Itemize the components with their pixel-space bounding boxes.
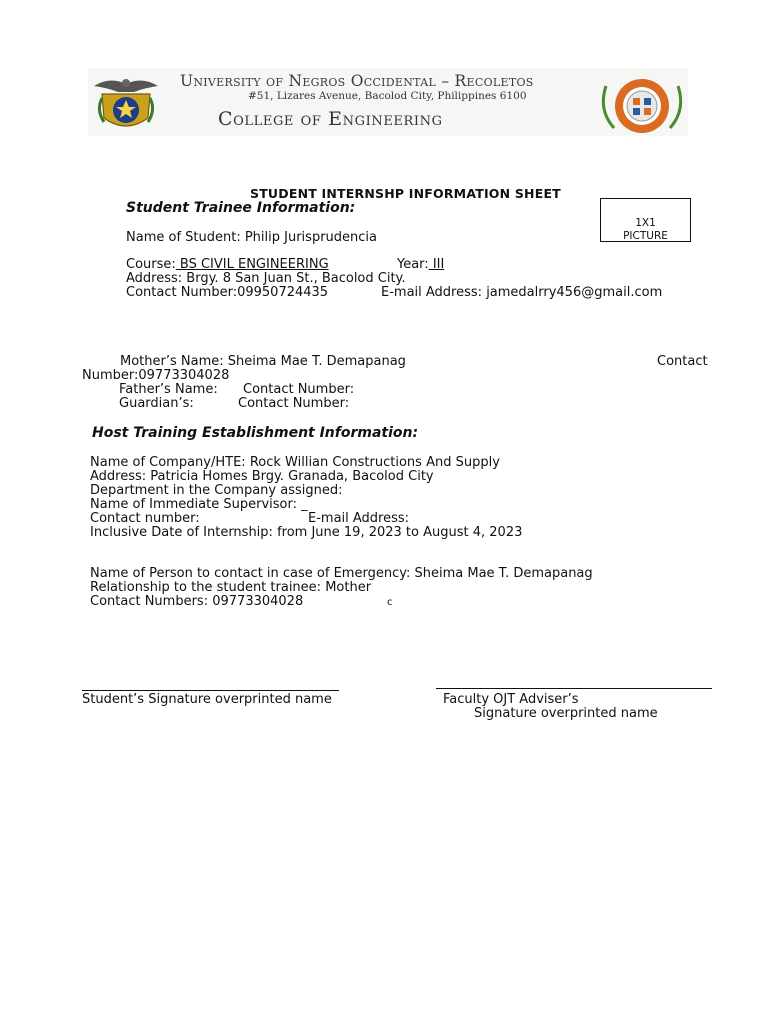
mother-contact-value: 09773304028 (138, 368, 230, 383)
adviser-signature-label-2: Signature overprinted name (474, 706, 658, 721)
supervisor-label: Name of Immediate Supervisor: (90, 497, 297, 512)
emergency-person-row (90, 567, 593, 581)
stray-mark: c (387, 597, 393, 608)
relationship-value: Mother (325, 580, 372, 595)
student-address-row (126, 272, 406, 286)
university-seal-icon (90, 72, 162, 136)
student-name-label: Name of Student: (126, 230, 241, 245)
hte-contact-label: Contact number: (90, 511, 200, 526)
student-name-row (126, 231, 377, 245)
father-contact-label: Contact Number: (243, 382, 355, 397)
student-address-label: Address: (126, 271, 183, 286)
mother-contact-label-a: Contact (657, 354, 708, 369)
student-signature-label: Student’s Signature overprinted name (82, 692, 332, 707)
student-name-value: Philip Jurisprudencia (244, 230, 377, 245)
internship-dates-value: from June 19, 2023 to August 4, 2023 (277, 525, 523, 540)
supervisor-value: _ (301, 497, 308, 512)
picture-box-size: 1X1 (635, 217, 656, 229)
form-title: STUDENT INTERNSHP INFORMATION SHEET (250, 186, 561, 201)
company-value: Rock Willian Constructions And Supply (249, 455, 500, 470)
student-email-row (381, 286, 662, 300)
company-address-label: Address: (90, 469, 147, 484)
emergency-person-value: Sheima Mae T. Demapanag (414, 566, 593, 581)
college-seal-icon (600, 76, 684, 136)
year-label: Year: (397, 257, 429, 272)
relationship-row (90, 581, 371, 595)
college-name: College of Engineering (218, 108, 443, 130)
student-address-value: Brgy. 8 San Juan St., Bacolod City. (186, 271, 406, 286)
emergency-numbers-value: 09773304028 (212, 594, 304, 609)
father-label: Father’s Name: (119, 382, 218, 397)
course-label: Course: (126, 257, 176, 272)
student-signature-line (82, 690, 339, 691)
company-label: Name of Company/HTE: (90, 455, 246, 470)
course-row (126, 258, 329, 272)
mother-contact-row (82, 369, 229, 383)
company-row (90, 456, 500, 470)
hte-section-title: Host Training Establishment Information: (92, 425, 419, 441)
internship-dates-row (90, 526, 522, 540)
student-contact-value: 09950724435 (237, 285, 329, 300)
trainee-section-title: Student Trainee Information: (126, 200, 356, 216)
guardian-contact-label: Contact Number: (238, 396, 350, 411)
year-value: III (428, 257, 445, 272)
emergency-person-label: Name of Person to contact in case of Emergency: (90, 566, 411, 581)
university-address: #51, Lizares Avenue, Bacolod City, Philippines 6100 (248, 90, 527, 102)
mother-row (120, 355, 406, 369)
department-label: Department in the Company assigned: (90, 483, 343, 498)
company-address-value: Patricia Homes Brgy. Granada, Bacolod City (150, 469, 434, 484)
emergency-numbers-label: Contact Numbers: (90, 594, 209, 609)
company-address-row (90, 470, 434, 484)
hte-email-label: E-mail Address: (308, 511, 410, 526)
course-value: BS CIVIL ENGINEERING (175, 257, 329, 272)
mother-contact-label-b: Number: (82, 368, 139, 383)
guardian-label: Guardian’s: (119, 396, 194, 411)
relationship-label: Relationship to the student trainee: (90, 580, 322, 595)
internship-dates-label: Inclusive Date of Internship: (90, 525, 273, 540)
supervisor-row (90, 498, 308, 512)
student-contact-row (126, 286, 328, 300)
university-name: University of Negros Occidental – Recoletos (180, 72, 534, 90)
adviser-signature-line (436, 688, 712, 689)
picture-box-label: PICTURE (623, 230, 668, 242)
mother-label: Mother’s Name: (120, 354, 224, 369)
emergency-numbers-row (90, 595, 303, 609)
student-contact-label: Contact Number: (126, 285, 238, 300)
student-email-label: E-mail Address: (381, 285, 483, 300)
mother-value: Sheima Mae T. Demapanag (227, 354, 406, 369)
year-row (397, 258, 444, 272)
student-email-value: jamedalrry456@gmail.com (486, 285, 663, 300)
picture-box (600, 198, 691, 242)
adviser-signature-label-1: Faculty OJT Adviser’s (443, 692, 579, 707)
